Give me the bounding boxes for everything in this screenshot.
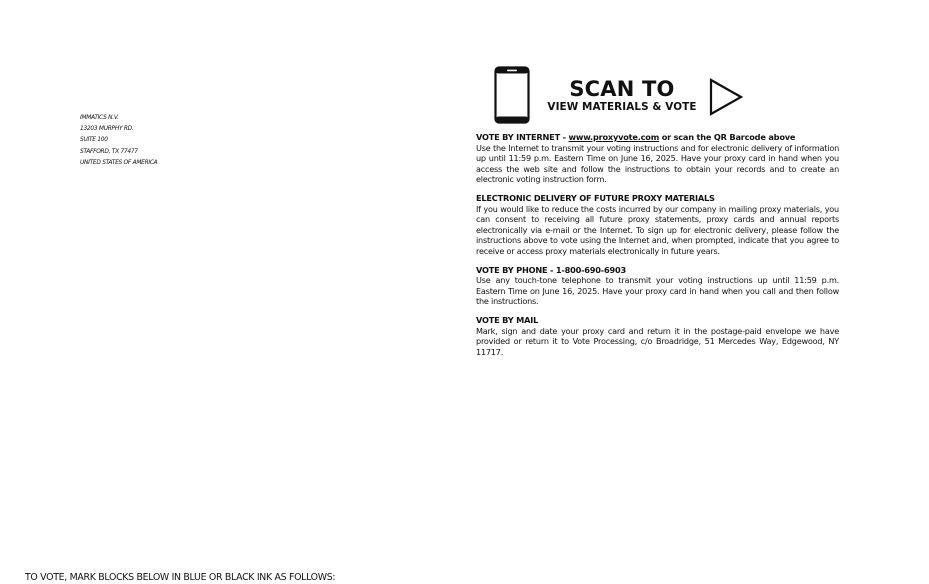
scan-title: SCAN TO [569, 77, 675, 101]
proxyvote-link[interactable]: www.proxyvote.com [568, 132, 660, 142]
voting-instructions [476, 132, 839, 365]
internet-heading-prefix: VOTE BY INTERNET - [476, 132, 569, 142]
vote-by-phone-body: Use any touch-tone telephone to transmit your voting instructions up until 11:59 p.m. Eastern Time on June 16, 2025. Have your proxy card in hand when you call and then follow the instructions. [476, 275, 839, 307]
vote-by-phone-heading: VOTE BY PHONE - 1-800-690-6903 [476, 264, 626, 275]
address-line-company: IMMATICS N.V. [80, 113, 119, 121]
vote-by-mail-section [476, 315, 839, 357]
electronic-delivery-section [476, 193, 839, 257]
mailing-address [80, 112, 264, 168]
address-line-country: UNITED STATES OF AMERICA [80, 157, 158, 166]
vote-by-mail-body: Mark, sign and date your proxy card and return it in the postage-paid envelope we have provided or return it to Vote Processing, c/o Broadridge, 51 Mercedes Way, Edgewood, NY 11717. [476, 325, 839, 357]
internet-heading-suffix: or scan the QR Barcode above [659, 132, 796, 142]
play-arrow-icon [708, 78, 744, 116]
vote-by-internet-body: Use the Internet to transmit your voting instructions and for electronic delivery of information up until 11:59 p.m. Eastern Time on June 16, 2025. Have your proxy card in hand when you access the web site and follow the instructions to obtain your records and to create an electronic voting instruction form. [476, 142, 839, 185]
electronic-delivery-body: If you would like to reduce the costs incurred by our company in mailing proxy materials, you can consent to receiving all future proxy statements, proxy cards and annual reports electronically via e-mail or the Internet. To sign up for electronic delivery, please follow the instructions above to vote using the Internet and, when prompted, indicate that you agree to receive or access proxy materials electronically in future years. [476, 203, 839, 256]
vote-by-phone-section [476, 265, 839, 307]
ballot-marking-instruction: TO VOTE, MARK BLOCKS BELOW IN BLUE OR BLACK INK AS FOLLOWS: [25, 572, 336, 583]
scan-heading [540, 77, 704, 113]
address-line-street: 13203 MURPHY RD. [80, 124, 134, 133]
address-line-city: STAFFORD, TX 77477 [80, 146, 138, 155]
vote-by-mail-heading: VOTE BY MAIL [476, 314, 539, 325]
vote-by-internet-section [476, 132, 839, 185]
smartphone-icon [494, 66, 530, 124]
electronic-delivery-heading: ELECTRONIC DELIVERY OF FUTURE PROXY MATERIALS [476, 192, 715, 203]
address-line-suite: SUITE 100 [80, 135, 108, 144]
scan-subtitle: VIEW MATERIALS & VOTE [547, 101, 697, 113]
vote-by-internet-heading [476, 132, 839, 143]
